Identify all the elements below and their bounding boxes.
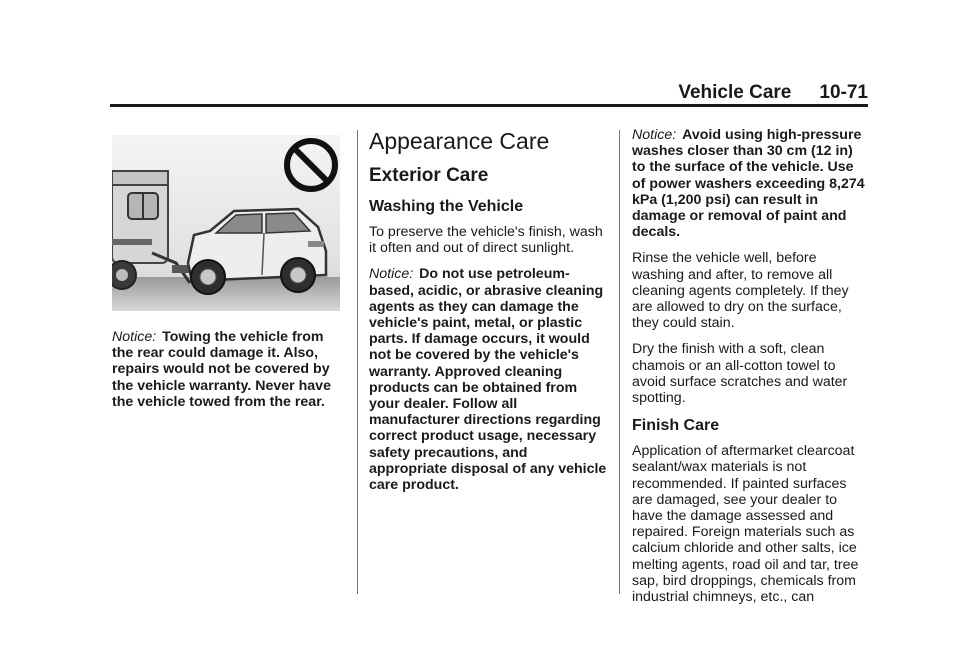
rinse-paragraph: Rinse the vehicle well, before washing and after, to remove all cleaning agents completely. If they are allowed to dry on the surface, they could stain. xyxy=(632,250,849,332)
pressure-wash-notice xyxy=(632,127,870,240)
dry-paragraph: Dry the finish with a soft, clean chamois or an all-cotton towel to avoid surface scratches and water spotting. xyxy=(632,341,848,407)
tow-notice xyxy=(112,329,344,410)
page-number: 10-71 xyxy=(819,82,868,103)
heading-appearance-care: Appearance Care xyxy=(369,128,550,154)
notice-label: Notice: xyxy=(112,329,157,345)
heading-finish-care: Finish Care xyxy=(632,417,720,435)
column-2 xyxy=(369,127,609,503)
rear-tow-prohibited-illustration xyxy=(112,135,340,311)
cleaning-agents-notice xyxy=(369,266,609,493)
notice-text: Do not use petroleum-based, acidic, or abrasive cleaning agents as they can damage the vehicle's paint, metal, or plastic parts. If damage occurs, it would not be covered by the vehicle's warranty. Approved cleaning products can be obtained from your dealer. Follow all manufacturer directions regarding correct product usage, necessary safety precautions, and appropriate disposal of any vehicle care product. xyxy=(369,266,607,494)
notice-label: Notice: xyxy=(632,127,677,143)
notice-label: Notice: xyxy=(369,266,414,283)
header-rule xyxy=(110,104,868,107)
page-header xyxy=(110,82,868,104)
section-title: Vehicle Care xyxy=(678,82,792,103)
column-1 xyxy=(112,127,344,420)
heading-exterior-care: Exterior Care xyxy=(369,165,489,186)
heading-washing-vehicle: Washing the Vehicle xyxy=(369,198,524,215)
column-divider-left xyxy=(357,130,358,594)
column-divider-right xyxy=(619,130,620,594)
finish-care-paragraph: Application of aftermarket clearcoat sealant/wax materials is not recommended. If painted surfaces are damaged, see your dealer to have the damage assessed and repaired. Foreign materials such as calcium chloride and other salts, ice melting agents, road oil and tar, tree sap, bird droppings, chemicals from industrial chimneys, etc., can xyxy=(632,443,859,606)
washing-paragraph: To preserve the vehicle's finish, wash it often and out of direct sunlight. xyxy=(369,224,603,257)
notice-text: Avoid using high-pressure washes closer than 30 cm (12 in) to the surface of the vehicle. Use of power washers exceeding 8,274 kPa (1,200 psi) can result in damage or removal of paint and decals. xyxy=(632,127,865,241)
column-3 xyxy=(632,127,870,615)
notice-text: Towing the vehicle from the rear could damage it. Also, repairs would not be covered by the vehicle warranty. Never have the vehicle towed from the rear. xyxy=(112,329,331,410)
